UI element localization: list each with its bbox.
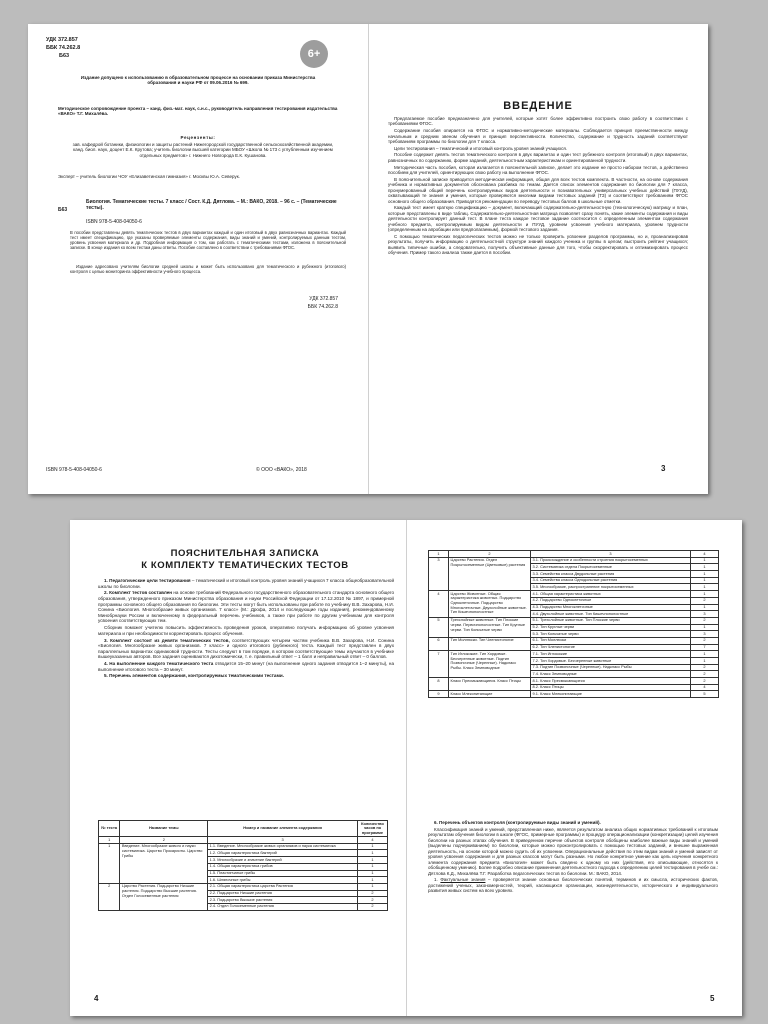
- content-element-cell: 4.3. Подцарство Многоклеточные: [531, 604, 691, 611]
- method-support-note: Методическое сопровождение проекта – канд. физ.-мат. наук, с.н.с., руководитель направления тестирования издательства «ВАКО» Т.Г. Михалёва.: [58, 106, 338, 117]
- content-element-cell: 3.5. Многообразие, распространение покрытосеменных: [531, 584, 691, 591]
- hours-cell: 4: [691, 684, 719, 691]
- note-paragraph-3: 3. Комплект состоит из девяти тематических тестов, соответствующих четырем частям учебника В.В. Захарова, Н.И. Сонина «Биология. Многообразие живых организмов. 7 класс» и одного итогового (рубежного) теста. Каждый тест представлен в двух параллельных вариантах одинаковой трудности. Тесты следуют в том порядке, в котором соответствующие темы изучаются в учебнике вышеуказанных авторов. Все задания оцениваются дихотомически, т. е. правильный ответ – 1 балл и неправильный ответ – 0 баллов.: [98, 637, 394, 660]
- content-element-cell: 1.4. Общая характеристика грибов: [208, 863, 358, 870]
- top-spread-page: [28, 24, 708, 494]
- header-test-number: № теста: [99, 821, 120, 837]
- content-element-cell: 5.1. Трехслойные животные. Тип Плоские черви: [531, 617, 691, 624]
- content-element-cell: 3.3. Семейства класса Двудольные растения: [531, 571, 691, 578]
- hours-cell: 1: [691, 604, 719, 611]
- hours-cell: 2: [358, 890, 388, 897]
- explanatory-note-heading: [100, 548, 390, 572]
- header-topic-name: Название темы: [120, 821, 208, 837]
- hours-cell: 2: [691, 671, 719, 678]
- hours-cell: 1: [691, 658, 719, 665]
- book-code: Б63: [59, 53, 70, 59]
- content-element-cell: 2.1. Общая характеристика царства Растения: [208, 883, 358, 890]
- content-element-cell: 1.5. Пластинчатые грибы: [208, 870, 358, 877]
- hours-cell: 1: [358, 883, 388, 890]
- column-number: 2: [120, 837, 208, 844]
- content-element-cell: 7.1. Тип Иглокожие: [531, 651, 691, 658]
- column-number: 3: [531, 551, 691, 558]
- table-row: [429, 591, 719, 598]
- udk-code: УДК 372.857: [46, 37, 78, 43]
- hours-cell: 2: [691, 664, 719, 671]
- content-element-cell: 1.2. Общая характеристика бактерий: [208, 850, 358, 857]
- explanatory-note-body: [98, 578, 394, 680]
- reviewers-list: зав. кафедрой ботаники, физиологии и защиты растений Нижегородской государственной сельскохозяйственной академии, канд. биол. наук, доцент Е.К. Крутова; учитель биологии высшей категории МБОУ «Школа № 173 с углубленным изучением отдельных предметов» г. Нижнего Новгорода Е.К. Кушанова.: [72, 142, 334, 158]
- footer-isbn: ISBN 978-5-408-04050-6: [46, 467, 102, 473]
- hours-cell: 1: [691, 577, 719, 584]
- test-number-cell: 9: [429, 691, 449, 698]
- test-number-cell: 2: [99, 883, 120, 910]
- test-number-cell: 4: [429, 591, 449, 618]
- content-element-cell: 1.1. Введение. Многообразие живых организмов и наука систематика: [208, 843, 358, 850]
- bbk-bottom: ББК 74.262.8: [307, 304, 338, 310]
- spine-divider: [368, 24, 369, 494]
- page-number-4: 4: [94, 994, 99, 1003]
- hours-cell: 1: [691, 571, 719, 578]
- heading-line-2: К КОМПЛЕКТУ ТЕМАТИЧЕСКИХ ТЕСТОВ: [141, 559, 349, 571]
- book-annotation: В пособии представлены девять тематических тестов в двух вариантах каждый и один итоговый в двух равнозначных вариантах. Каждый тест имеет спецификацию, где указаны проверяемые элементы содержания, виды знаний и умений, контролируемых данным тестом, уровень усвоения материала и др. Подробная информация о том, как работать с тематическими тестами, изложена в пояснительной записке. В конце издания ко всем тестам даны ответы. Пособие составлено в соответствии с требованиями ФГОС.: [70, 230, 346, 251]
- table-row: [99, 843, 388, 850]
- hours-cell: 1: [358, 863, 388, 870]
- bbk-code: ББК 74.262.8: [46, 45, 81, 51]
- book-annotation-audience: Издание адресовано учителям биологии средней школы и может быть использовано для тематического и рубежного (итогового) контроля с целью мониторинга эффективности учебного процесса.: [70, 264, 346, 275]
- intro-paragraph: Каждый тест имеет краткую спецификацию – документ, включающий содержательно-деятельностную (технологическую) матрицу и план, которые представлены в виде таблиц. Содержательно-деятельностная матрица позволяет сразу понять, какие элементы содержания и виды деятельности контролирует данный тест. В плане теста каждое тестовое задание соотносится с определенным элементом содержания учебного предмета, контролируемым видом деятельности и ПУУД, уровнем усвоения учебного материала, уровнем трудности (определенным на апробации или предполагаемым), формой тестового задания.: [388, 205, 688, 233]
- content-element-cell: 2.3. Подцарство Высшие растения: [208, 897, 358, 904]
- udk-bottom: УДК 372.857: [309, 296, 338, 302]
- column-number: 4: [358, 837, 388, 844]
- content-element-cell: 6.2. Тип Членистоногие: [531, 644, 691, 651]
- topic-name-cell: Царство Животные. Общая характеристика животных. Подцарство Одноклеточные. Подцарство Многоклеточные. Двухслойные животные. Тип Кишечнополостные: [449, 591, 531, 618]
- header-element: Номер и название элемента содержания: [208, 821, 358, 837]
- intro-paragraph: Предлагаемое пособие предназначено для учителей, которые хотят более эффективно построить свою работу в соответствии с требованиями ФГОС.: [388, 116, 688, 127]
- heading-line-1: ПОЯСНИТЕЛЬНАЯ ЗАПИСКА: [170, 548, 320, 559]
- hours-cell: 1: [358, 857, 388, 864]
- page-number-3: 3: [661, 464, 666, 473]
- spine-divider: [406, 520, 407, 1016]
- control-objects-section: [428, 820, 718, 895]
- note-paragraph-1: 1. Педагогические цели тестирования – тематический и итоговый контроль уровня знаний учащихся 7 класса общеобразовательной школы по биологии.: [98, 578, 395, 589]
- hours-cell: 1: [358, 877, 388, 884]
- content-elements-table-part1: [98, 820, 388, 911]
- table-row: [429, 691, 719, 698]
- topic-name-cell: Царство Растения. Подцарство Низшие растения. Подцарство Высшие растения. Отдел Голосеменные растения: [120, 883, 208, 910]
- hours-cell: 2: [691, 617, 719, 624]
- hours-cell: 1: [691, 624, 719, 631]
- catalog-code: Б63: [58, 207, 68, 213]
- hours-cell: 1: [691, 557, 719, 564]
- test-number-cell: 1: [99, 843, 120, 883]
- content-element-cell: 8.1. Класс Пресмыкающиеся: [531, 678, 691, 685]
- hours-cell: 1: [358, 843, 388, 850]
- content-element-cell: 7.4. Класс Земноводные: [531, 671, 691, 678]
- catalog-entry: [86, 199, 351, 211]
- note-paragraph-2b: Сборник поможет учителю повысить эффективность проведения уроков, оперативно получать информацию об уровне усвоения материала и при необходимости корректировать процесс обучения.: [98, 625, 394, 636]
- table-body: [99, 843, 388, 910]
- test-number-cell: 6: [429, 637, 449, 650]
- introduction-heading: ВВЕДЕНИЕ: [503, 100, 573, 112]
- expert-note: Эксперт – учитель биологии ЧОУ «Елизаветинская гимназия» г. Москвы Ю.А. Северук.: [58, 174, 240, 179]
- catalog-isbn: ISBN 978-5-408-04050-6: [86, 219, 142, 225]
- note-paragraph-2: 2. Комплект тестов составлен на основе требований Федерального государственного образовательного стандарта основного общего образования, утвержденного приказом Министерства образования и науки Российской Федерации от 17.12.2010 № 1897, и примерной программы основного общего образования по биологии. Эти тесты могут быть использованы при работе по учебнику В.В. Захарова, Н.И. Сонина «Биология. Многообразие живых организмов. 7 класс» (М.: Дрофа, 2014 и последующие годы издания), рекомендованному Минобрнауки России и включенному в федеральный перечень учебников, а также при работе по другим учебникам для контроля усвоения соответствующих тем.: [98, 590, 394, 624]
- content-element-cell: 8.2. Класс Птицы: [531, 684, 691, 691]
- intro-paragraph: Пособие содержит девять тестов тематического контроля в двух вариантах и один тест рубежного контроля (итоговый) в двух вариантах, равнозначных по содержанию, форме заданий, деятельностным характеристикам и ориентированной трудности.: [388, 152, 688, 163]
- intro-paragraph: Методическая часть пособия, которая излагается в пояснительной записке, делает это издание не просто набором тестов, а действенно пособием для учителей, ориентирующих свою работу на выполнение ФГОС.: [388, 164, 688, 176]
- catalog-title: Биология. Тематические тесты. 7 класс / Сост. К.Д. Дятлова. – М.: ВАКО, 2018. – 96 с. – (Тематические тесты).: [86, 199, 337, 212]
- topic-name-cell: Трехслойные животные. Тип Плоские черви. Первичнополостные. Тип Круглые черви. Тип Кольчатые черви: [449, 617, 531, 637]
- footer-copyright: © ООО «ВАКО», 2018: [256, 467, 307, 473]
- intro-paragraph: Цели тестирования – тематический и итоговый контроль уровня знаний учащихся.: [394, 145, 568, 151]
- age-rating-badge: 6+: [300, 40, 328, 68]
- table-row: [429, 617, 719, 624]
- column-number: 3: [208, 837, 358, 844]
- hours-cell: 2: [358, 903, 388, 910]
- hours-cell: 5: [691, 691, 719, 698]
- topic-name-cell: Тип Иглокожие. Тип Хордовые. Бесчерепные животные. Подтип Позвоночные (Черепные). Надкласс Рыбы. Класс Земноводные: [449, 651, 531, 678]
- column-number: 4: [691, 551, 719, 558]
- hours-cell: 2: [358, 897, 388, 904]
- intro-paragraph: В пояснительной записке приводится методическая информация, общая для всех тестов комплекта. В частности, на основе содержания учебника и нормативных документов обоснована разбивка по темам. Дается список элементов содержания по биологии для 7 класса, пронумерованный общий перечень контролируемых видов деятельности и познавательных универсальных учебных действий (ПУУД), охватывающий те знания и умения, которые проверяются многими видами тестовых заданий (ТЗ) и соответствуют требованиям ФГОС основного общего образования. Приводятся рекомендации по переводу тестовых баллов в школьные отметки.: [388, 176, 688, 204]
- reviewers-title: Рецензенты:: [180, 135, 216, 140]
- note-paragraph-5: 5. Перечень элементов содержания, контролируемых тематическими тестами.: [104, 673, 284, 679]
- test-number-cell: 8: [429, 678, 449, 691]
- content-element-cell: 3.4. Семейства класса Однодольные растения: [531, 577, 691, 584]
- content-element-cell: 3.1. Происхождение и особенности строения покрытосеменных: [531, 557, 691, 564]
- intro-paragraph: С помощью тематических педагогических тестов можно не только проверить усвоение разделов программы, но и, проанализировав результаты, получить информацию о деятельностной структуре знаний каждого ученика и группы в целом; выстроить рейтинг учащихся; выявить типичные ошибки, а следовательно, получить объективные данные для того, чтобы скорректировать и оптимизировать процесс обучения. Пример такого анализа также дается в пособии.: [388, 234, 688, 256]
- test-number-cell: 3: [429, 557, 449, 590]
- content-element-cell: 5.2. Тип Круглые черви: [531, 624, 691, 631]
- section-6-text: Классификация знаний и умений, представленная ниже, является результатом анализа общих нормативных требований к итоговым результатам обучения биологии в школе (ФГОС, примерные программы) и процедур операционализации (конкретизации) целей изучения биологии на разных этапах обучения. В приведенном перечне объектов контроля обобщены наиболее важные виды знаний и умений (выделены подчеркиванием) по биологии, которые можно проконтролировать с помощью тестовых заданий, и внешне выраженная деятельность, на основе которой можно судить об их усвоении. Операциональные действия по этим видам знаний и умений зависят от уровня усвоения содержания и для разных классов могут быть разными. Но любое конкретное умение как цель изучения конкретного элемента содержания предмета «Биология» может быть сведено к одному из них (действия, его описывающие, относятся к обобщенному умению). Более подробно описание применения деятельностного подхода к определению целей тестирования в учебе см.: Дятлова К.Д., Михалёва Т.Г. Разработка педагогических тестов по биологии. М.: ВАКО, 2014.: [428, 826, 718, 876]
- section-6-heading: 6. Перечень объектов контроля (контролируемые виды знаний и умений).: [434, 820, 601, 825]
- content-element-cell: 4.1. Общая характеристика животных: [531, 591, 691, 598]
- content-elements-table-part2: [428, 550, 719, 698]
- introduction-body: [388, 116, 688, 257]
- column-number: 2: [449, 551, 531, 558]
- table-row: [99, 883, 388, 890]
- hours-cell: 7: [691, 644, 719, 651]
- hours-cell: 2: [691, 637, 719, 644]
- test-number-cell: 5: [429, 617, 449, 637]
- test-number-cell: 7: [429, 651, 449, 678]
- content-element-cell: 4.4. Двухслойные животные. Тип Кишечнополостные: [531, 611, 691, 618]
- page-number-5: 5: [710, 994, 715, 1003]
- content-element-cell: 3.2. Систематика отдела Покрытосеменные: [531, 564, 691, 571]
- content-element-cell: 4.2. Подцарство Одноклеточные: [531, 597, 691, 604]
- table-body: [429, 557, 719, 697]
- content-element-cell: 2.2. Подцарство Низшие растения: [208, 890, 358, 897]
- table-row: [429, 651, 719, 658]
- column-number: 1: [429, 551, 449, 558]
- content-element-cell: 7.2. Тип Хордовые. Бесчерепные животные: [531, 658, 691, 665]
- hours-cell: 2: [691, 678, 719, 685]
- content-element-cell: 5.3. Тип Кольчатые черви: [531, 631, 691, 638]
- hours-cell: 1: [691, 591, 719, 598]
- section-6-item-1: 1. Фактуальные знания – проверяется знание основных биологических понятий, терминов и их смысла, исторических фактов, достижений ученых, закономерностей, теорий, касающихся организации, жизнедеятельности, исторического и индивидуального развития живых систем на всех уровнях.: [428, 877, 718, 894]
- table-row: [429, 557, 719, 564]
- bottom-spread-page: [70, 520, 742, 1016]
- topic-name-cell: Класс Пресмыкающиеся. Класс Птицы: [449, 678, 531, 691]
- column-number: 1: [99, 837, 120, 844]
- content-element-cell: 9.1. Класс Млекопитающие: [531, 691, 691, 698]
- content-element-cell: 6.1. Тип Моллюски: [531, 637, 691, 644]
- hours-cell: 3: [691, 611, 719, 618]
- topic-name-cell: Введение. Многообразие живого и науки систематика. Царство Прокариоты. Царство Грибы: [120, 843, 208, 883]
- note-paragraph-4: 4. На выполнение каждого тематического теста отводится 15–20 минут (на выполнение одного задания отводится 1–2 минуты), на выполнение итогового теста – 30 минут.: [98, 661, 394, 672]
- topic-name-cell: Класс Млекопитающие: [449, 691, 531, 698]
- table-row: [429, 678, 719, 685]
- hours-cell: 1: [691, 584, 719, 591]
- content-element-cell: 1.3. Многообразие и значение бактерий: [208, 857, 358, 864]
- topic-name-cell: Тип Моллюски. Тип Членистоногие: [449, 637, 531, 650]
- hours-cell: 1: [358, 870, 388, 877]
- topic-name-cell: Царство Растения. Отдел Покрытосеменные (Цветковые) растения: [449, 557, 531, 590]
- hours-cell: 3: [691, 631, 719, 638]
- hours-cell: 2: [691, 597, 719, 604]
- approval-note: Издание допущено к использованию в образовательном процессе на основании приказа Министерства образования и науки РФ от 09.06.2016 № 699.: [80, 75, 316, 86]
- content-element-cell: 7.3. Подтип Позвоночные (Черепные). Надкласс Рыбы: [531, 664, 691, 671]
- content-element-cell: 2.4. Отдел Голосеменные растения: [208, 903, 358, 910]
- table-row: [429, 637, 719, 644]
- hours-cell: 1: [358, 850, 388, 857]
- intro-paragraph: Содержание пособия опирается на ФГОС и нормативно-методические материалы. Соблюдается принцип преемственности между начальным и средним звеном обучения и принцип перспективности. Количество, содержание и трудность заданий соответствуют требованиям программы по биологии для 7 класса.: [388, 128, 688, 145]
- hours-cell: 1: [691, 564, 719, 571]
- header-hours: Количество часов по программе: [358, 821, 388, 837]
- hours-cell: 1: [691, 651, 719, 658]
- content-element-cell: 1.6. Шляпочные грибы: [208, 877, 358, 884]
